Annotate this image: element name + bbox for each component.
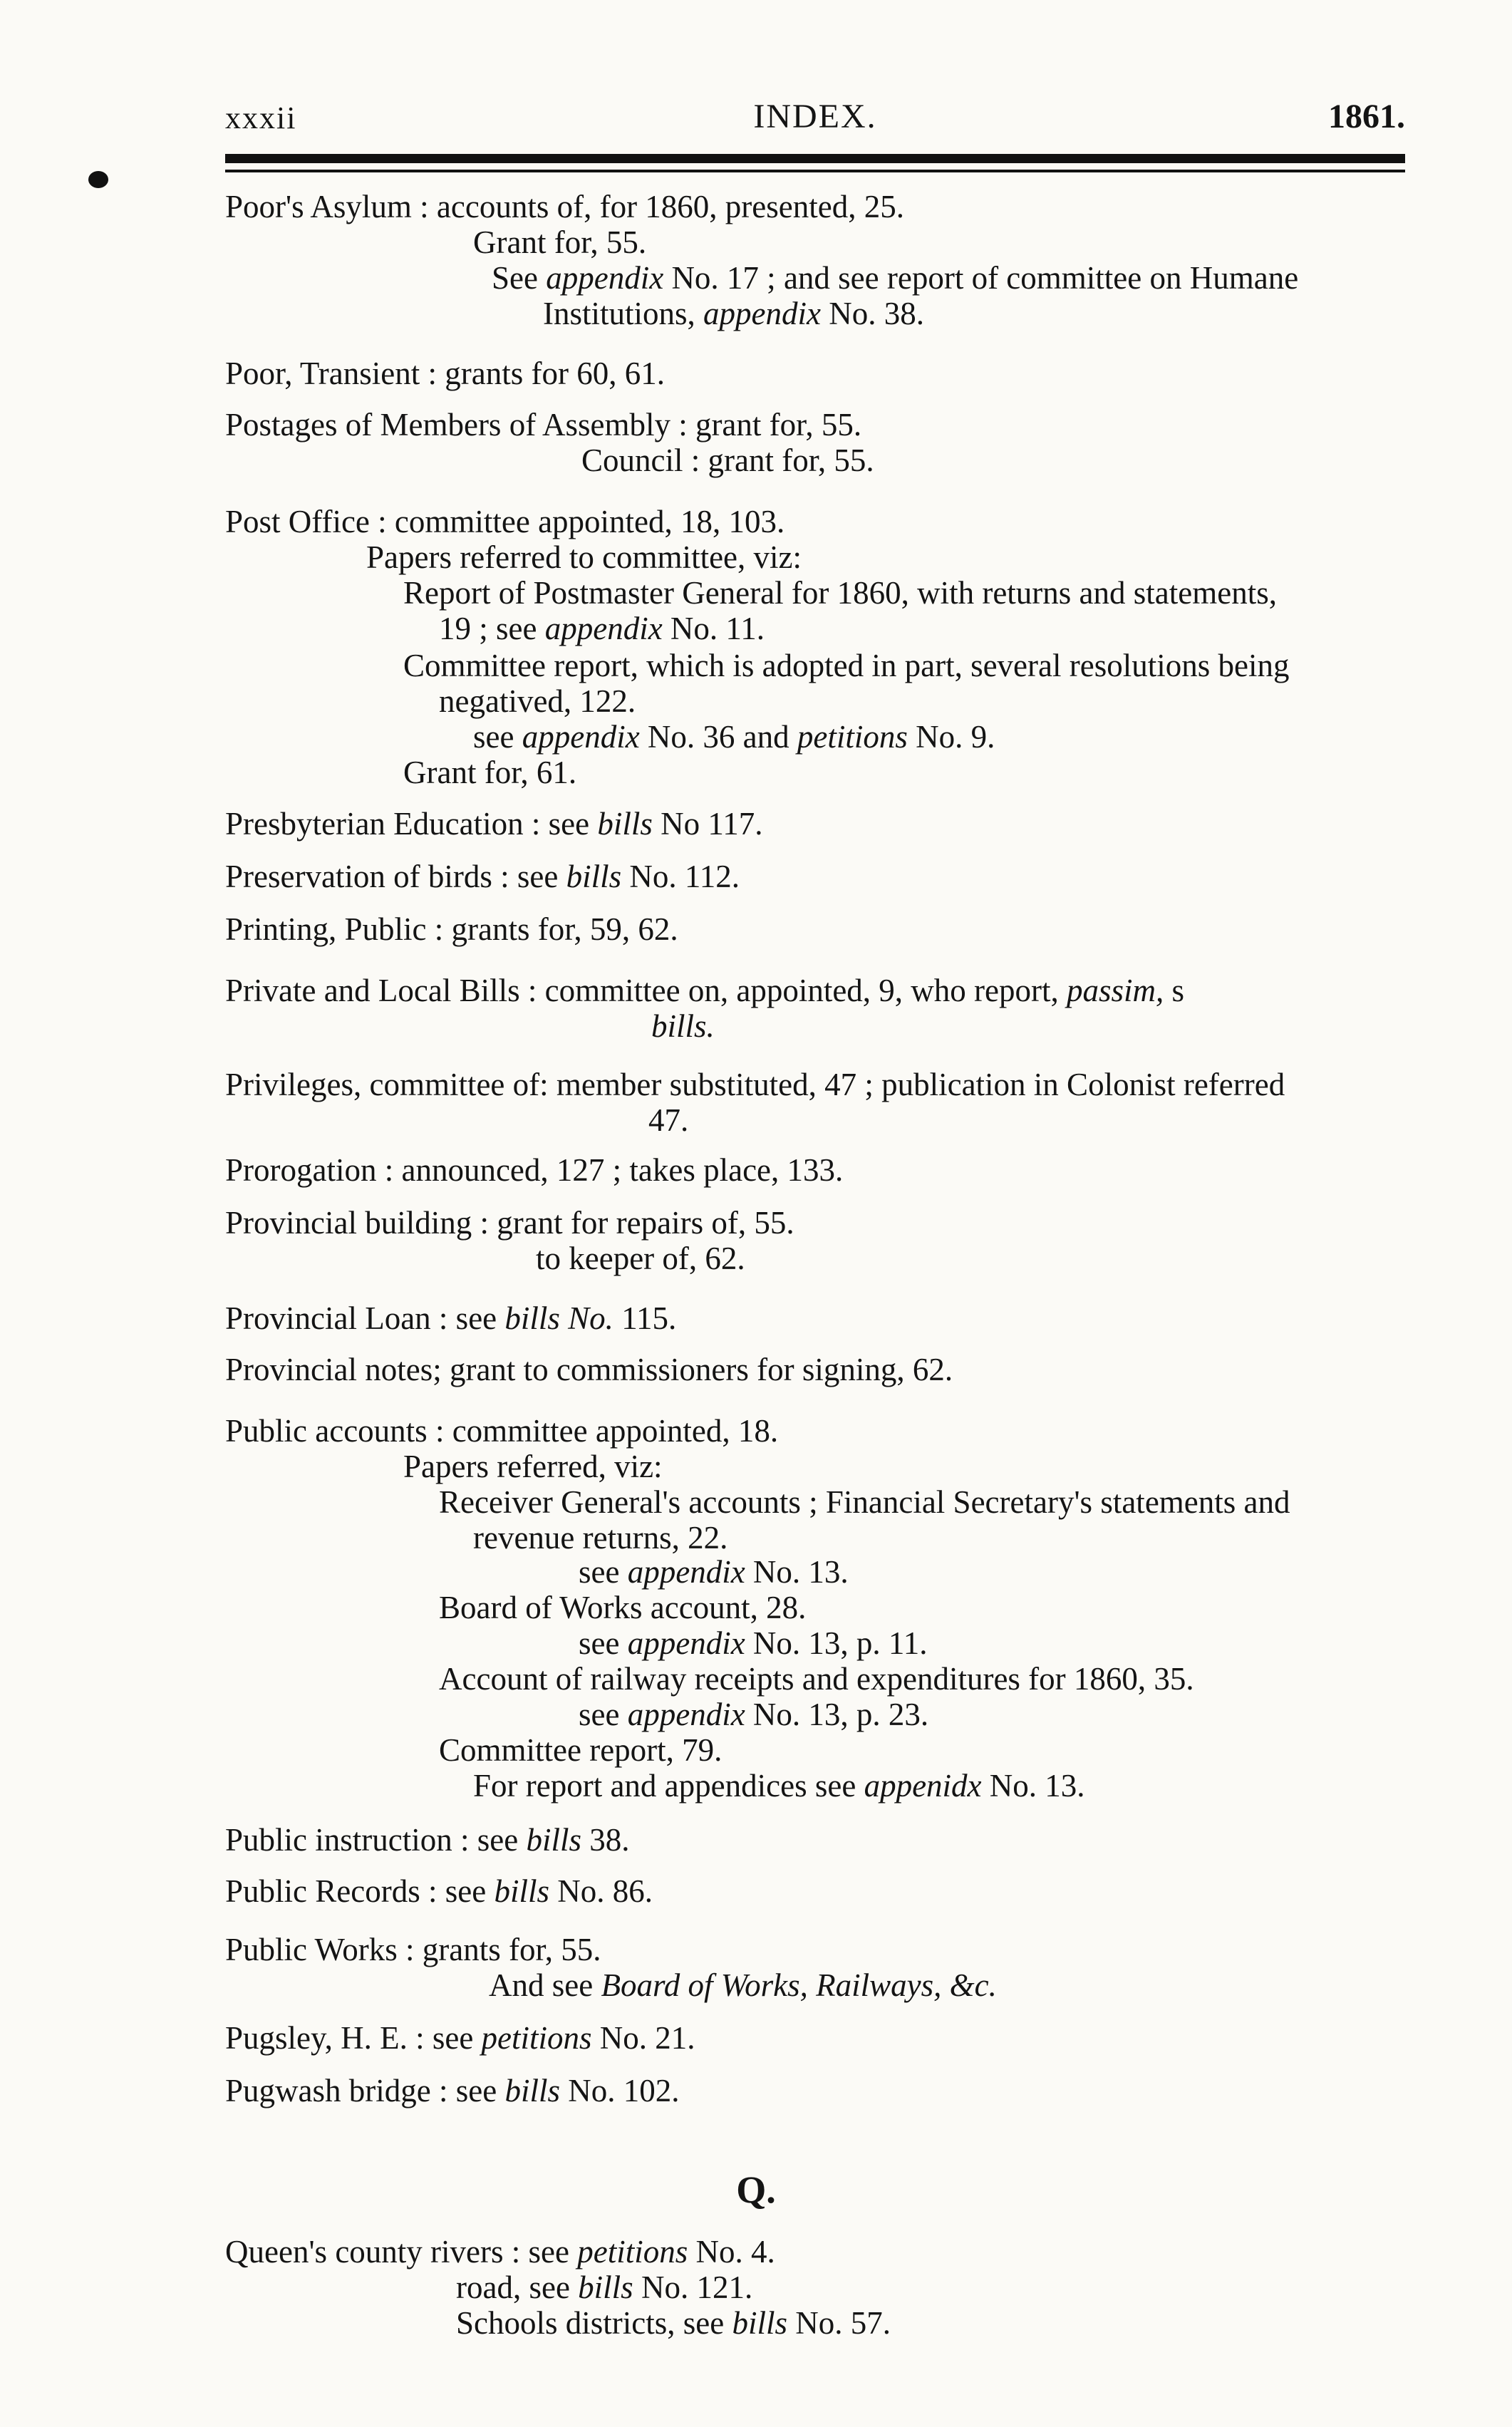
ink-spot	[88, 171, 108, 188]
entry-provincial-notes: Provincial notes; grant to commissioners for signing, 62.	[225, 1352, 953, 1387]
entry-line: see appendix No. 36 and petitions No. 9.	[473, 719, 995, 755]
entry-line: Report of Postmaster General for 1860, with returns and statements,	[403, 575, 1277, 611]
entry-line: Board of Works account, 28.	[439, 1590, 807, 1625]
entry-privileges: Privileges, committee of: member substituted, 47 ; publication in Colonist referred	[225, 1067, 1285, 1102]
entry-line: revenue returns, 22.	[473, 1520, 728, 1556]
entry-line: see appendix No. 13.	[579, 1554, 849, 1590]
entry-line: to keeper of, 62.	[536, 1241, 745, 1276]
entry-queens-county: Queen's county rivers : see petitions No. 4.	[225, 2234, 775, 2270]
entry-line: 47.	[648, 1102, 689, 1138]
entry-public-accounts: Public accounts : committee appointed, 18.	[225, 1413, 779, 1449]
header-year: 1861.	[1328, 98, 1405, 135]
entry-line: Papers referred to committee, viz:	[366, 539, 802, 575]
header-rule-thick	[225, 154, 1405, 163]
entry-post-office: Post Office : committee appointed, 18, 103.	[225, 504, 785, 539]
entry-line: Account of railway receipts and expenditures for 1860, 35.	[439, 1661, 1194, 1697]
entry-public-works: Public Works : grants for, 55.	[225, 1932, 601, 1967]
entry-line: see appendix No. 13, p. 23.	[579, 1697, 929, 1732]
entry-pugwash-bridge: Pugwash bridge : see bills No. 102.	[225, 2073, 680, 2108]
entry-line: 19 ; see appendix No. 11.	[439, 611, 765, 646]
entry-pugsley: Pugsley, H. E. : see petitions No. 21.	[225, 2020, 695, 2056]
entry-line: Institutions, appendix No. 38.	[543, 296, 924, 331]
entry-public-instruction: Public instruction : see bills 38.	[225, 1822, 630, 1858]
entry-provincial-loan: Provincial Loan : see bills No. 115.	[225, 1300, 677, 1336]
entry-poors-asylum: Poor's Asylum : accounts of, for 1860, presented, 25.	[225, 189, 904, 224]
entry-line: negatived, 122.	[439, 683, 636, 719]
entry-line: road, see bills No. 121.	[456, 2270, 753, 2305]
entry-line: Grant for, 55.	[473, 224, 647, 260]
entry-provincial-building: Provincial building : grant for repairs of, 55.	[225, 1205, 794, 1241]
entry-poor-transient: Poor, Transient : grants for 60, 61.	[225, 356, 665, 391]
entry-preservation-of-birds: Preservation of birds : see bills No. 112.	[225, 859, 740, 894]
entry-presbyterian-education: Presbyterian Education : see bills No 117.	[225, 806, 763, 842]
entry-line: See appendix No. 17 ; and see report of committee on Humane	[492, 260, 1299, 296]
entry-line: Council : grant for, 55.	[581, 443, 874, 478]
running-header	[225, 93, 1405, 143]
header-rule-thin	[225, 170, 1405, 172]
entry-line: Committee report, 79.	[439, 1732, 723, 1768]
page-number: xxxii	[225, 100, 297, 135]
entry-line: And see Board of Works, Railways, &c.	[489, 1967, 997, 2003]
entry-public-records: Public Records : see bills No. 86.	[225, 1873, 653, 1909]
entry-line: Committee report, which is adopted in part, several resolutions being	[403, 648, 1290, 683]
entry-postages: Postages of Members of Assembly : grant for, 55.	[225, 407, 862, 443]
entry-line: For report and appendices see appenidx No. 13.	[473, 1768, 1085, 1804]
entry-line: Receiver General's accounts ; Financial Secretary's statements and	[439, 1484, 1290, 1520]
entry-private-local-bills: Private and Local Bills : committee on, appointed, 9, who report, passim, s	[225, 973, 1185, 1008]
entry-line: see appendix No. 13, p. 11.	[579, 1625, 928, 1661]
page-title: INDEX.	[753, 98, 877, 135]
entry-line: Grant for, 61.	[403, 755, 577, 790]
entry-line: bills.	[651, 1008, 715, 1044]
entry-line: Papers referred, viz:	[403, 1449, 663, 1484]
entry-printing-public: Printing, Public : grants for, 59, 62.	[225, 911, 678, 947]
entry-line: Schools districts, see bills No. 57.	[456, 2305, 891, 2341]
entry-prorogation: Prorogation : announced, 127 ; takes place, 133.	[225, 1152, 844, 1188]
section-letter-q: Q.	[736, 2168, 776, 2211]
